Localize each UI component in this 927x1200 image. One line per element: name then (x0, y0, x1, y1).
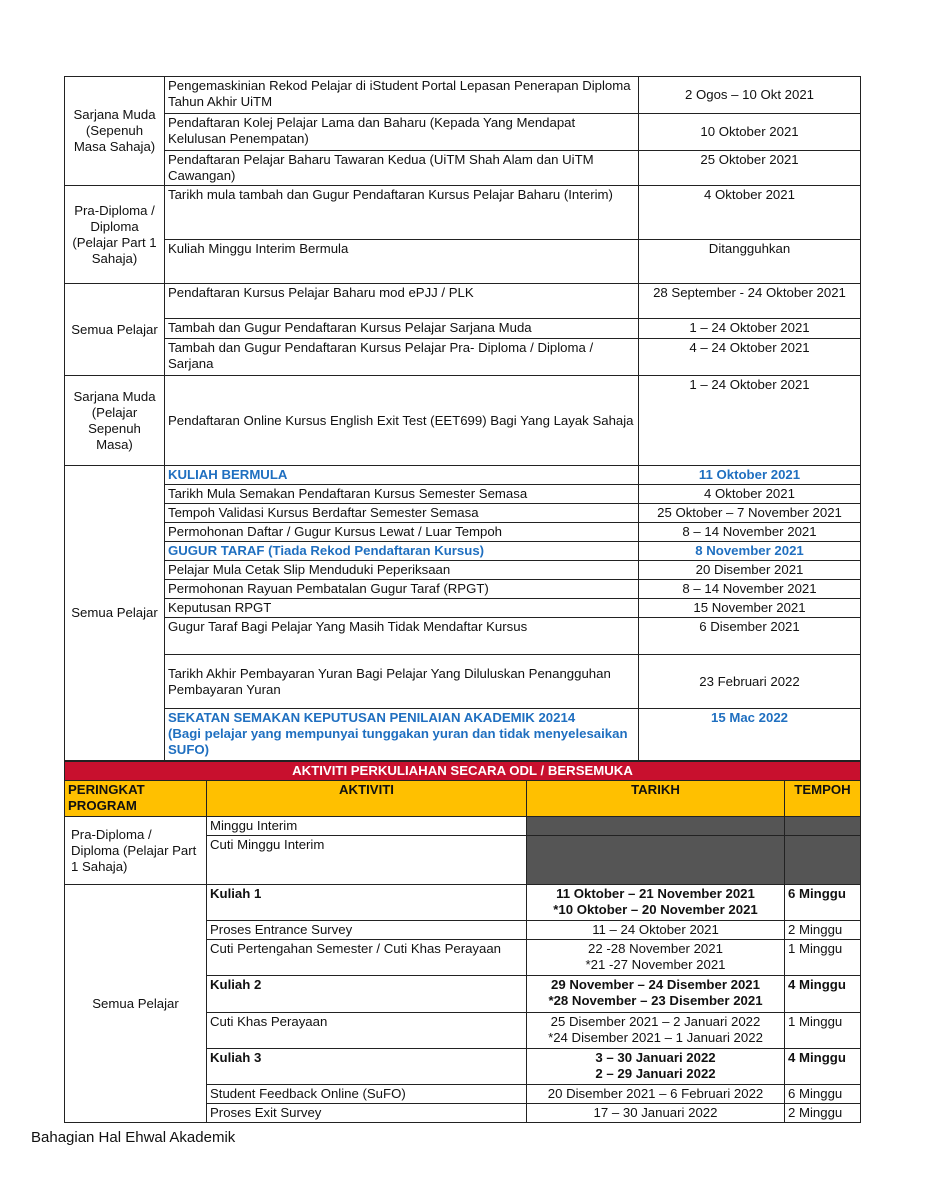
date-cell: 4 Oktober 2021 (639, 485, 861, 504)
date-cell: 11 Oktober 2021 (639, 466, 861, 485)
activity-cell: Kuliah 1 (207, 885, 527, 921)
date-cell (527, 1013, 785, 1049)
activity-cell: Tarikh Mula Semakan Pendaftaran Kursus Semester Semasa (165, 485, 639, 504)
group-label: Semua Pelajar (65, 466, 165, 761)
duration-cell: 1 Minggu (785, 940, 861, 976)
date-cell: 11 – 24 Oktober 2021 (527, 921, 785, 940)
activity-cell: Tarikh mula tambah dan Gugur Pendaftaran Kursus Pelajar Baharu (Interim) (165, 186, 639, 240)
date-cell: 1 – 24 Oktober 2021 (639, 376, 861, 466)
duration-cell: 4 Minggu (785, 1049, 861, 1085)
activity-cell-line: (Bagi pelajar yang mempunyai tunggakan yuran dan tidak menyelesaikan SUFO) (168, 726, 628, 757)
duration-cell: 4 Minggu (785, 976, 861, 1013)
activity-cell: Cuti Pertengahan Semester / Cuti Khas Perayaan (207, 940, 527, 976)
activity-cell: Cuti Khas Perayaan (207, 1013, 527, 1049)
activity-cell: Tempoh Validasi Kursus Berdaftar Semester Semasa (165, 504, 639, 523)
group-label: Semua Pelajar (65, 885, 207, 1123)
duration-cell (785, 817, 861, 836)
activity-cell: Gugur Taraf Bagi Pelajar Yang Masih Tidak Mendaftar Kursus (165, 618, 639, 655)
date-cell: 20 Disember 2021 – 6 Februari 2022 (527, 1085, 785, 1104)
group-label: Sarjana Muda (Sepenuh Masa Sahaja) (65, 77, 165, 186)
date-line: *21 -27 November 2021 (585, 957, 726, 972)
group-label: Pra-Diploma / Diploma (Pelajar Part 1 Sahaja) (65, 817, 207, 885)
activity-cell: Permohonan Rayuan Pembatalan Gugur Taraf (RPGT) (165, 580, 639, 599)
activity-cell: Proses Entrance Survey (207, 921, 527, 940)
date-line: *10 Oktober – 20 November 2021 (553, 902, 758, 917)
date-cell: 4 – 24 Oktober 2021 (639, 339, 861, 376)
section-title: AKTIVITI PERKULIAHAN SECARA ODL / BERSEMUKA (65, 762, 861, 781)
date-line: 29 November – 24 Disember 2021 (551, 977, 760, 992)
date-cell (527, 1049, 785, 1085)
date-cell: 25 Oktober – 7 November 2021 (639, 504, 861, 523)
footer-text: Bahagian Hal Ehwal Akademik (31, 1129, 236, 1146)
group-label: Sarjana Muda (Pelajar Sepenuh Masa) (65, 376, 165, 466)
date-cell: 1 – 24 Oktober 2021 (639, 319, 861, 339)
activity-cell: Kuliah Minggu Interim Bermula (165, 240, 639, 284)
activity-cell: Proses Exit Survey (207, 1104, 527, 1123)
date-cell: 8 – 14 November 2021 (639, 580, 861, 599)
date-cell: 10 Oktober 2021 (639, 114, 861, 151)
activity-cell: Pendaftaran Online Kursus English Exit Test (EET699) Bagi Yang Layak Sahaja (165, 376, 639, 466)
date-line: 3 – 30 Januari 2022 (595, 1050, 716, 1065)
activity-cell: Pengemaskinian Rekod Pelajar di iStudent Portal Lepasan Penerapan Diploma Tahun Akhir UiTM (165, 77, 639, 114)
date-cell (527, 940, 785, 976)
activity-cell: Pelajar Mula Cetak Slip Menduduki Peperiksaan (165, 561, 639, 580)
activity-cell: Cuti Minggu Interim (207, 836, 527, 885)
activity-cell: Permohonan Daftar / Gugur Kursus Lewat / Luar Tempoh (165, 523, 639, 542)
registration-table (64, 76, 861, 761)
date-line: 2 – 29 Januari 2022 (595, 1066, 716, 1081)
date-cell: 17 – 30 Januari 2022 (527, 1104, 785, 1123)
date-cell: 23 Februari 2022 (639, 655, 861, 709)
column-header: PERINGKAT PROGRAM (65, 781, 207, 817)
date-cell: 15 Mac 2022 (639, 709, 861, 761)
duration-cell: 2 Minggu (785, 921, 861, 940)
duration-cell: 1 Minggu (785, 1013, 861, 1049)
activity-cell: Pendaftaran Kursus Pelajar Baharu mod ePJJ / PLK (165, 284, 639, 319)
activity-cell (165, 709, 639, 761)
column-header: AKTIVITI (207, 781, 527, 817)
duration-cell (785, 836, 861, 885)
activity-cell: Tambah dan Gugur Pendaftaran Kursus Pelajar Pra- Diploma / Diploma / Sarjana (165, 339, 639, 376)
duration-cell: 2 Minggu (785, 1104, 861, 1123)
date-cell: 8 – 14 November 2021 (639, 523, 861, 542)
activity-cell: Keputusan RPGT (165, 599, 639, 618)
date-line: *24 Disember 2021 – 1 Januari 2022 (548, 1030, 763, 1045)
activity-cell: Kuliah 2 (207, 976, 527, 1013)
activity-cell: Kuliah 3 (207, 1049, 527, 1085)
date-cell (527, 976, 785, 1013)
date-cell: 28 September - 24 Oktober 2021 (639, 284, 861, 319)
activity-cell: Pendaftaran Kolej Pelajar Lama dan Baharu (Kepada Yang Mendapat Kelulusan Penempatan) (165, 114, 639, 151)
activity-cell: KULIAH BERMULA (165, 466, 639, 485)
duration-cell: 6 Minggu (785, 1085, 861, 1104)
date-cell: Ditangguhkan (639, 240, 861, 284)
activity-cell: GUGUR TARAF (Tiada Rekod Pendaftaran Kursus) (165, 542, 639, 561)
date-cell: 6 Disember 2021 (639, 618, 861, 655)
duration-cell: 6 Minggu (785, 885, 861, 921)
group-label: Semua Pelajar (65, 284, 165, 376)
date-cell (527, 817, 785, 836)
date-line: 25 Disember 2021 – 2 Januari 2022 (550, 1014, 761, 1029)
date-cell: 25 Oktober 2021 (639, 151, 861, 186)
date-cell: 15 November 2021 (639, 599, 861, 618)
date-line: *28 November – 23 Disember 2021 (548, 993, 763, 1008)
column-header: TARIKH (527, 781, 785, 817)
date-line: 11 Oktober – 21 November 2021 (556, 886, 755, 901)
activity-cell: Tambah dan Gugur Pendaftaran Kursus Pelajar Sarjana Muda (165, 319, 639, 339)
date-cell (527, 836, 785, 885)
date-line: 22 -28 November 2021 (588, 941, 723, 956)
group-label: Pra-Diploma / Diploma (Pelajar Part 1 Sahaja) (65, 186, 165, 284)
date-cell: 20 Disember 2021 (639, 561, 861, 580)
date-cell: 2 Ogos – 10 Okt 2021 (639, 77, 861, 114)
activity-cell: Minggu Interim (207, 817, 527, 836)
column-header: TEMPOH (785, 781, 861, 817)
activity-cell: Tarikh Akhir Pembayaran Yuran Bagi Pelajar Yang Diluluskan Penangguhan Pembayaran Yuran (165, 655, 639, 709)
date-cell: 4 Oktober 2021 (639, 186, 861, 240)
activity-cell: Student Feedback Online (SuFO) (207, 1085, 527, 1104)
activity-cell-line: SEKATAN SEMAKAN KEPUTUSAN PENILAIAN AKADEMIK 20214 (168, 710, 576, 725)
odl-activities-table (64, 761, 861, 1123)
date-cell: 8 November 2021 (639, 542, 861, 561)
date-cell (527, 885, 785, 921)
activity-cell: Pendaftaran Pelajar Baharu Tawaran Kedua (UiTM Shah Alam dan UiTM Cawangan) (165, 151, 639, 186)
